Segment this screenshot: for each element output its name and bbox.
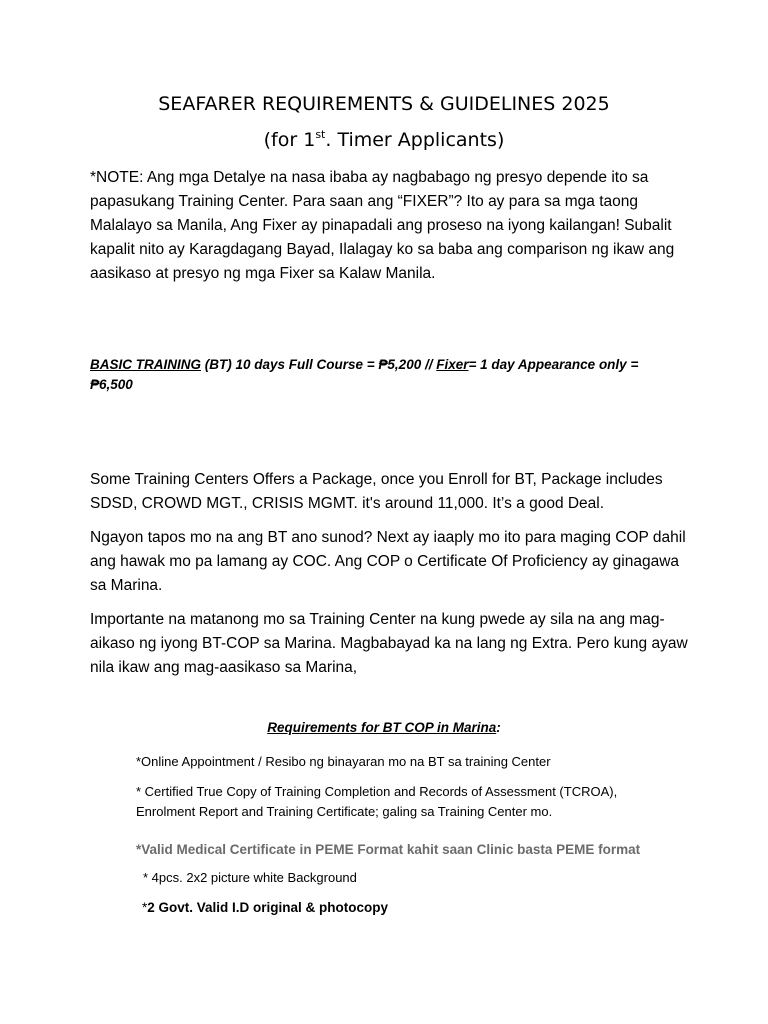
subtitle-sup: st xyxy=(315,128,326,141)
requirement-valid-id xyxy=(142,898,662,918)
requirements-heading-label: Requirements for BT COP in Marina xyxy=(267,720,497,735)
subtitle-post: . Timer Applicants) xyxy=(325,129,505,151)
requirement-medical-certificate: *Valid Medical Certificate in PEME Format kahit saan Clinic basta PEME format xyxy=(136,842,641,857)
requirement-certified-true-copy: * Certified True Copy of Training Completion and Records of Assessment (TCROA), Enrolment Report and Training Certificate; galing sa Training Center mo. xyxy=(136,784,618,819)
requirement-valid-id-star: * xyxy=(142,900,148,915)
next-step-paragraph: Ngayon tapos mo na ang BT ano sunod? Next ay iaaply mo ito para maging COP dahil ang hawak mo pa lamang ay COC. Ang COP o Certificate Of Proficiency ay ginagawa sa Marina. xyxy=(90,529,686,594)
requirement-valid-id-text: 2 Govt. Valid I.D original & photocopy xyxy=(147,900,389,915)
basic-training-label: BASIC TRAINING xyxy=(90,357,201,372)
requirements-heading xyxy=(0,720,768,735)
subtitle-pre: (for 1 xyxy=(263,129,316,151)
basic-training-line xyxy=(90,355,650,395)
requirement-picture: * 4pcs. 2x2 picture white Background xyxy=(143,870,357,885)
fixer-label: Fixer xyxy=(436,357,469,372)
requirement-online-appointment: *Online Appointment / Resibo ng binayaran mo na BT sa training Center xyxy=(136,754,551,769)
note-paragraph: *NOTE: Ang mga Detalye na nasa ibaba ay nagbabago ng presyo depende ito sa papasukang Training Center. Para saan ang “FIXER”? Ito ay para sa mga taong Malalayo sa Manila, Ang Fixer ay pinapadali ang proseso na iyong kailangan! Subalit kapalit nito ay Karagdagang Bayad, Ilalagay ko sa baba ang comparison ng ikaw ang aasikaso at presyo ng mga Fixer sa Kalaw Manila. xyxy=(90,169,675,282)
basic-training-price: (BT) 10 days Full Course = ₱5,200 // xyxy=(201,357,437,372)
package-paragraph: Some Training Centers Offers a Package, once you Enroll for BT, Package includes SDSD, CROWD MGT., CRISIS MGMT. it's around 11,000. It’s a good Deal. xyxy=(90,471,663,512)
requirements-heading-colon: : xyxy=(496,720,501,735)
document-subtitle xyxy=(0,129,768,151)
document-title: SEAFARER REQUIREMENTS & GUIDELINES 2025 xyxy=(158,93,610,115)
important-paragraph: Importante na matanong mo sa Training Center na kung pwede ay sila na ang mag-aikaso ng iyong BT-COP sa Marina. Magbabayad ka na lang ng Extra. Pero kung ayaw nila ikaw ang mag-aasikaso sa Marina, xyxy=(90,611,688,676)
fixer-price: = 1 day Appearance only = ₱6,500 xyxy=(90,357,639,392)
